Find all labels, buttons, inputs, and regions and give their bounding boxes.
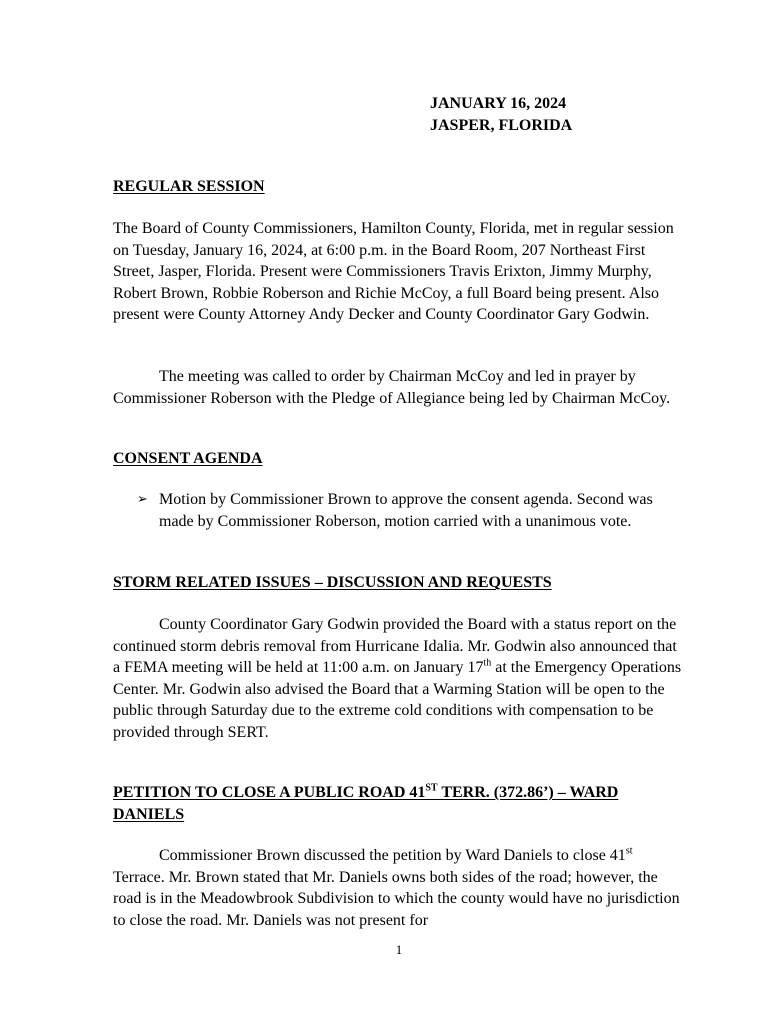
storm-paragraph-block <box>113 614 683 744</box>
storm-paragraph <box>113 614 683 744</box>
consent-agenda-section <box>113 448 683 470</box>
petition-heading-part1: PETITION TO CLOSE A PUBLIC ROAD 41 <box>113 784 426 801</box>
call-to-order-block <box>113 366 683 409</box>
arrow-bullet-icon: ➢ <box>137 492 148 507</box>
petition-paragraph-part1: Commissioner Brown discussed the petition by Ward Daniels to close 41 <box>159 847 626 864</box>
call-to-order-paragraph: The meeting was called to order by Chairman McCoy and led in prayer by Commissioner Roberson with the Pledge of Allegiance being led by Chairman McCoy. <box>113 368 671 407</box>
petition-paragraph-part2: Terrace. Mr. Brown stated that Mr. Daniels owns both sides of the road; however, the road is in the Meadowbrook Subdivision to which the county would have no jurisdiction to close the road. Mr. Daniels was not present for <box>113 868 680 929</box>
regular-session-paragraph-block <box>113 218 683 326</box>
storm-section <box>113 572 683 594</box>
regular-session-section <box>113 176 683 198</box>
petition-heading-sup: ST <box>425 782 438 794</box>
meeting-date: JANUARY 16, 2024 <box>430 95 567 112</box>
regular-session-paragraph: The Board of County Commissioners, Hamilton County, Florida, met in regular session on Tuesday, January 16, 2024, at 6:00 p.m. in the Board Room, 207 Northeast First Street, Jasper, Florida. Present were Commissioners Travis Erixton, Jimmy Murphy, Robert Brown, Robbie Roberson and Richie McCoy, a full Board being present. Also present were County Attorney Andy Decker and County Coordinator Gary Godwin. <box>113 220 674 324</box>
consent-agenda-bullet-text: Motion by Commissioner Brown to approve the consent agenda. Second was made by Commissioner Roberson, motion carried with a unanimous vote. <box>159 491 653 530</box>
consent-agenda-bullet <box>137 489 677 532</box>
petition-heading-line2: DANIELS <box>113 805 185 823</box>
storm-paragraph-part2: at the Emergency Operations Center. Mr. Godwin also advised the Board that a Warming Station will be open to the public through Saturday due to the extreme cold conditions with compensation to be provided through SERT. <box>113 659 682 741</box>
document-header <box>430 93 572 137</box>
petition-paragraph <box>113 845 683 931</box>
petition-section <box>113 782 683 825</box>
regular-session-heading: REGULAR SESSION <box>113 178 265 195</box>
page-number: 1 <box>395 942 403 957</box>
petition-paragraph-block <box>113 845 683 931</box>
consent-agenda-heading: CONSENT AGENDA <box>113 450 263 467</box>
petition-paragraph-sup: st <box>625 845 633 857</box>
storm-paragraph-sup: th <box>483 657 492 669</box>
petition-heading-part2: TERR. (372.86’) – WARD <box>437 784 619 801</box>
petition-heading <box>113 782 683 804</box>
storm-paragraph-part1: County Coordinator Gary Godwin provided the Board with a status report on the continued storm debris removal from Hurricane Idalia. Mr. Godwin also announced that a FEMA meeting will be held at 11:00 a.m. on January 17 <box>113 616 677 677</box>
storm-heading: STORM RELATED ISSUES – DISCUSSION AND REQUESTS <box>113 574 552 591</box>
meeting-location: JASPER, FLORIDA <box>430 117 573 134</box>
